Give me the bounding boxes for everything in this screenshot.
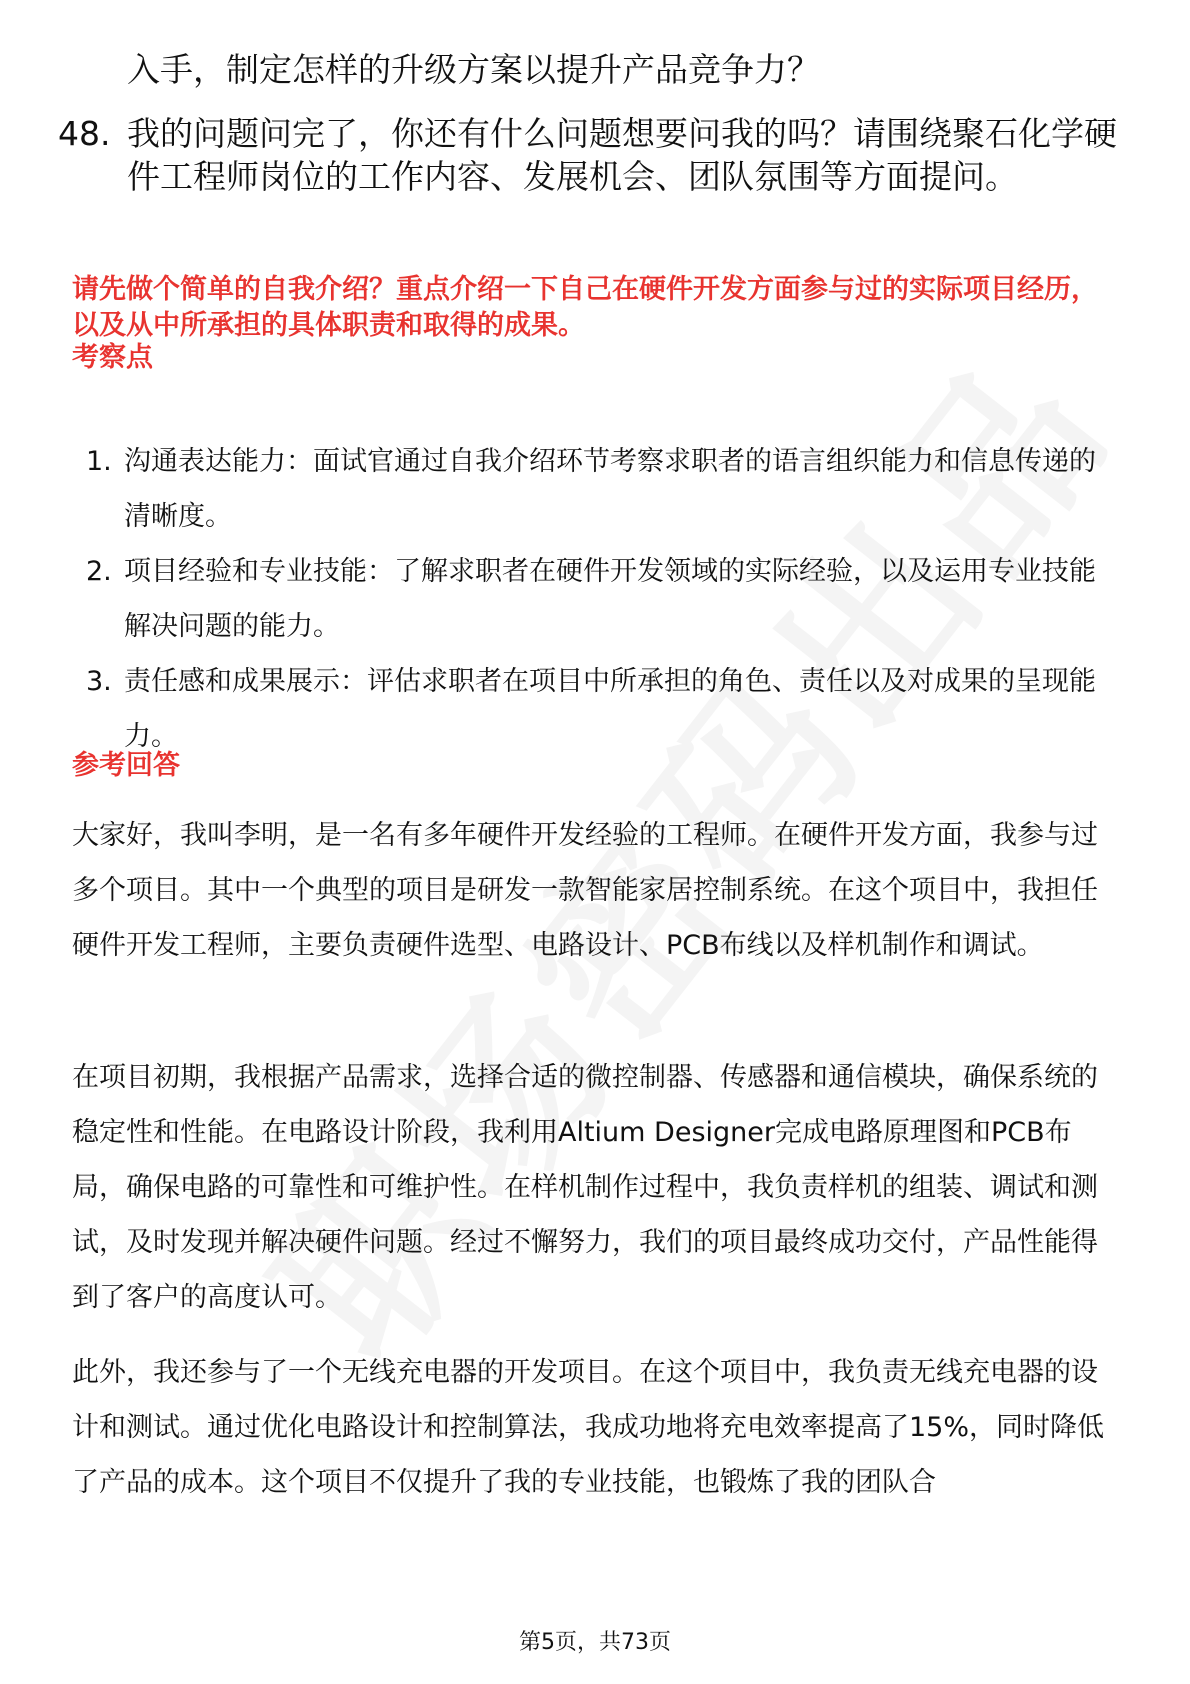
reference-answer-heading: 参考回答 [72,750,180,781]
list-item-number: 3. [86,666,112,697]
answer-paragraph-3: 此外，我还参与了一个无线充电器的开发项目。在这个项目中，我负责无线充电器的设计和测试。通过优化电路设计和控制算法，我成功地将充电效率提高了15%，同时降低了产品的成本。这个项目不仅提升了我的专业技能，也锻炼了我的团队合 [72,1357,1105,1498]
question-48-text: 我的问题问完了，你还有什么问题想要问我的吗？请围绕聚石化学硬件工程师岗位的工作内容、发展机会、团队氛围等方面提问。 [127,114,1117,196]
answer-paragraph-2: 在项目初期，我根据产品需求，选择合适的微控制器、传感器和通信模块，确保系统的稳定性和性能。在电路设计阶段，我利用Altium Designer完成电路原理图和PCB布局，确保电路的可靠性和可维护性。在样机制作过程中，我负责样机的组装、调试和测试，及时发现并解决硬件问题。经过不懈努力，我们的项目最终成功交付，产品性能得到了客户的高度认可。 [72,1062,1098,1313]
answer-paragraph-1: 大家好，我叫李明，是一名有多年硬件开发经验的工程师。在硬件开发方面，我参与过多个项目。其中一个典型的项目是研发一款智能家居控制系统。在这个项目中，我担任硬件开发工程师，主要负责硬件选型、电路设计、PCB布线以及样机制作和调试。 [72,820,1098,961]
list-item-number: 1. [86,446,112,477]
list-item-text: 项目经验和专业技能：了解求职者在硬件开发领域的实际经验，以及运用专业技能解决问题的能力。 [124,556,1096,642]
question-48 [58,112,1118,198]
list-item-text: 责任感和成果展示：评估求职者在项目中所承担的角色、责任以及对成果的呈现能力。 [124,666,1096,752]
list-item [72,654,1122,764]
exam-points-heading: 考察点 [72,342,153,373]
list-item-text: 沟通表达能力：面试官通过自我介绍环节考察求职者的语言组织能力和信息传递的清晰度。 [124,446,1096,532]
question-48-number: 48. [58,114,111,153]
main-question: 请先做个简单的自我介绍？重点介绍一下自己在硬件开发方面参与过的实际项目经历，以及从中所承担的具体职责和取得的成果。 [72,274,1098,341]
list-item [72,544,1122,654]
page-footer: 第5页，共73页 [519,1630,671,1655]
exam-points-list [72,434,1122,764]
previous-question-continuation: 入手，制定怎样的升级方案以提升产品竞争力？ [127,50,820,89]
list-item [72,434,1122,544]
list-item-number: 2. [86,556,112,587]
